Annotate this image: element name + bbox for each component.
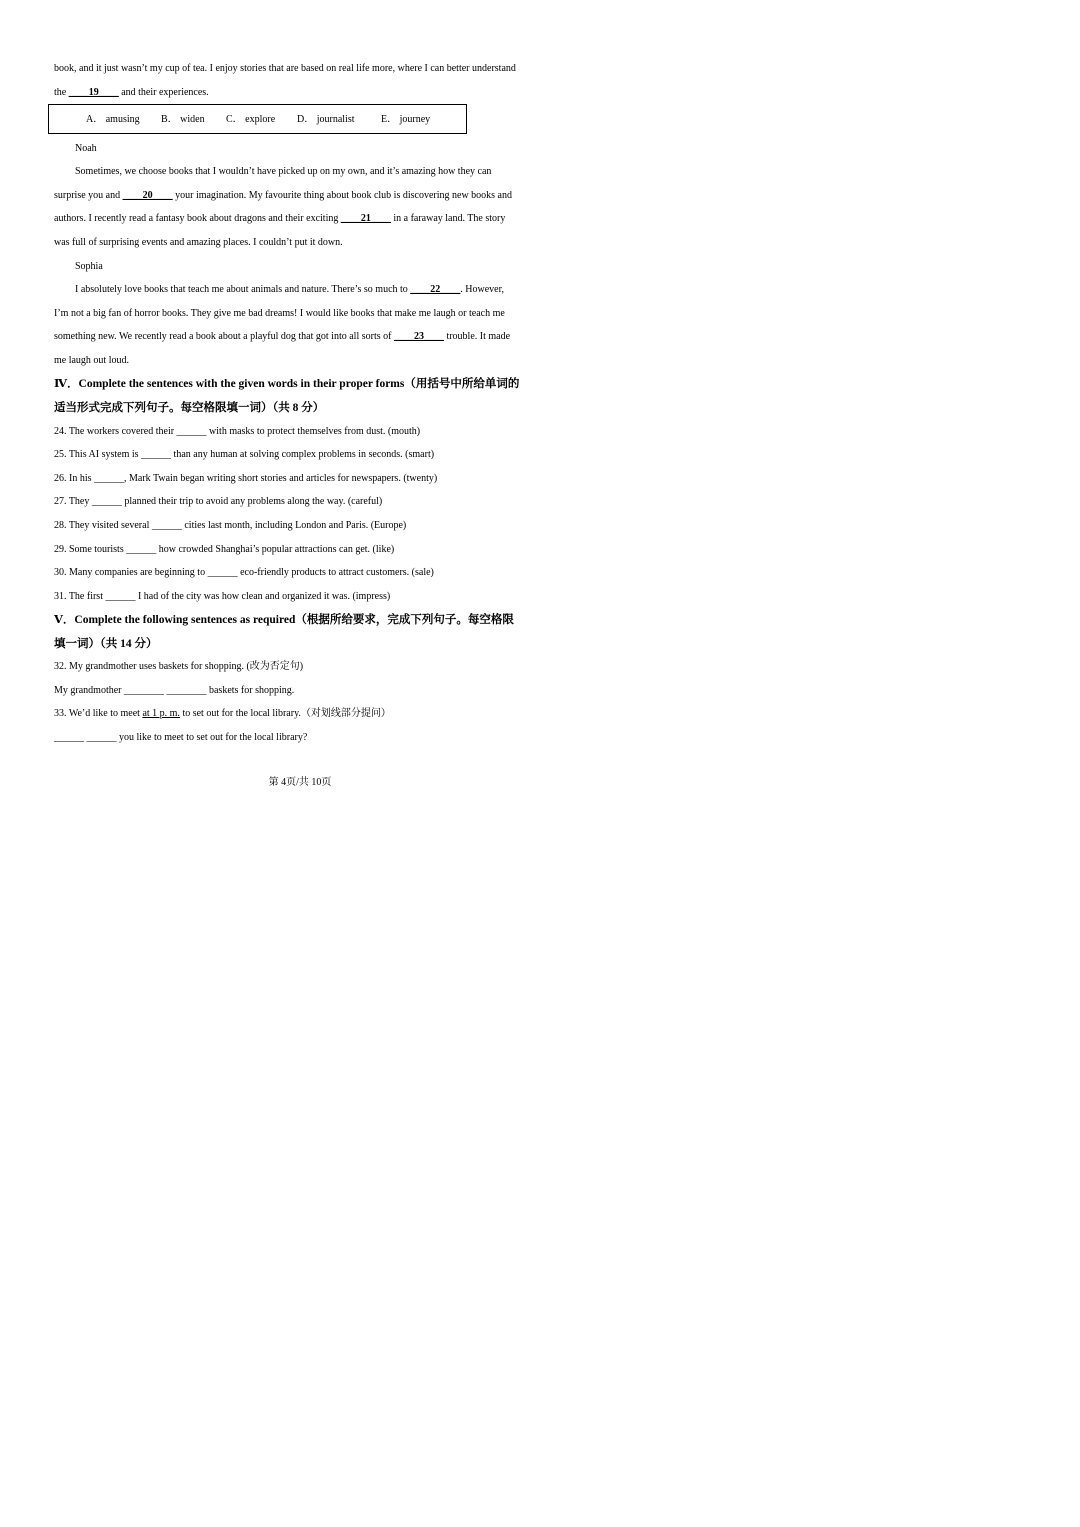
passage-line: authors. I recently read a fantasy book about dragons and their exciting ____21____ in a faraway land. The story <box>54 213 506 224</box>
blank-20: ____20____ <box>122 190 173 201</box>
passage-line: Sometimes, we choose books that I wouldn’t have picked up on my own, and it’s amazing how they can <box>75 166 492 177</box>
speaker-name: Noah <box>75 143 97 154</box>
blank-23: ____23____ <box>393 331 444 342</box>
option-c: C． explore <box>226 114 276 125</box>
option-e: E． journey <box>381 114 431 125</box>
exam-page <box>0 0 600 848</box>
blank-21: ____21____ <box>340 213 391 224</box>
question-32: 32. My grandmother uses baskets for shopping. (改为否定句) <box>54 661 304 672</box>
question-28: 28. They visited several ______ cities last month, including London and Paris. (Europe) <box>54 520 407 531</box>
question-24: 24. The workers covered their ______ with masks to protect themselves from dust. (mouth) <box>54 426 421 437</box>
page-number: 第 4页/共 10页 <box>268 777 332 788</box>
question-29: 29. Some tourists ______ how crowded Shanghai’s popular attractions can get. (like) <box>54 544 395 555</box>
passage-line: the ____19____ and their experiences. <box>54 87 209 98</box>
question-31: 31. The first ______ I had of the city was how clean and organized it was. (impress) <box>54 591 391 602</box>
passage-line: me laugh out loud. <box>54 355 129 366</box>
option-a: A． amusing <box>86 114 140 125</box>
passage-line: was full of surprising events and amazing places. I couldn’t put it down. <box>54 237 343 248</box>
passage-line: surprise you and ____20____ your imagination. My favourite thing about book club is discovering new books and <box>54 190 512 201</box>
option-b: B． widen <box>161 114 205 125</box>
section-heading: 适当形式完成下列句子。每空格限填一词）（共 8 分） <box>54 402 325 414</box>
question-33: 33. We’d like to meet at 1 p. m. to set out for the local library.（对划线部分提问） <box>54 708 391 719</box>
underlined-phrase: at 1 p. m. <box>142 708 180 719</box>
section-heading: Ⅳ．Complete the sentences with the given words in their proper forms（用括号中所给单词的 <box>54 378 520 390</box>
passage-line: I’m not a big fan of horror books. They give me bad dreams! I would like books that make me laugh or teach me <box>54 308 505 319</box>
question-26: 26. In his ______, Mark Twain began writing short stories and articles for newspapers. (twenty) <box>54 473 438 484</box>
word-options-box <box>48 104 467 134</box>
speaker-name: Sophia <box>75 261 103 272</box>
question-27: 27. They ______ planned their trip to avoid any problems along the way. (careful) <box>54 496 383 507</box>
answer-line-33: ______ ______ you like to meet to set out for the local library? <box>54 732 308 743</box>
blank-19: ____19____ <box>68 87 119 98</box>
blank-22: ____22____ <box>410 284 461 295</box>
section-heading: 填一词）（共 14 分） <box>54 638 158 650</box>
question-30: 30. Many companies are beginning to ______ eco-friendly products to attract customers. (sale) <box>54 567 434 578</box>
section-heading: Ⅴ．Complete the following sentences as required（根据所给要求，完成下列句子。每空格限 <box>54 614 514 626</box>
answer-line-32: My grandmother ________ ________ baskets for shopping. <box>54 685 295 696</box>
passage-line: I absolutely love books that teach me about animals and nature. There’s so much to ____22____. However, <box>75 284 505 295</box>
question-25: 25. This AI system is ______ than any human at solving complex problems in seconds. (smart) <box>54 449 435 460</box>
passage-line: something new. We recently read a book about a playful dog that got into all sorts of ____23____ trouble. It made <box>54 331 511 342</box>
option-d: D． journalist <box>297 114 355 125</box>
passage-line: book, and it just wasn’t my cup of tea. I enjoy stories that are based on real life more, where I can better understand <box>54 63 516 74</box>
